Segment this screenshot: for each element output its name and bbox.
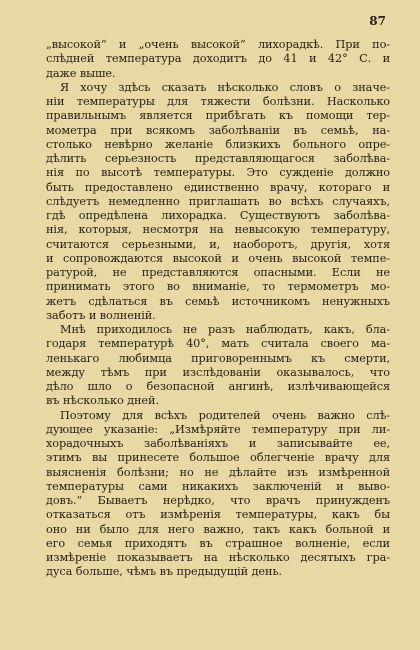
paragraph	[46, 38, 390, 81]
text-line: считаются серьезными, и, наоборотъ, другія, хотя	[46, 237, 390, 251]
text-line: ленькаго любимца приговореннымъ къ смерти,	[46, 351, 390, 365]
text-line: Мнѣ приходилось не разъ наблюдать, какъ, бла-	[60, 323, 390, 336]
page-number: 87	[369, 14, 386, 28]
text-line: правильнымъ является прибѣгать къ помощи тер-	[46, 109, 390, 123]
text-line: отказаться отъ измѣренія температуры, какъ бы	[46, 508, 390, 522]
paragraph	[46, 81, 390, 323]
text-line: Я хочу здѣсь сказать нѣсколько словъ о значе-	[60, 80, 390, 94]
text-line: между тѣмъ при изслѣдованіи оказывалось, что	[46, 365, 390, 379]
text-line: измѣреніе показываетъ на нѣсколько десятыхъ гра-	[46, 551, 390, 564]
text-line: довъ.“ Бываетъ нерѣдко, что врачъ принужденъ	[46, 494, 390, 507]
text-line: его семья приходятъ въ страшное волненіе, если	[46, 536, 390, 550]
text-line: столько невѣрно желаніе близкихъ больного опре-	[46, 137, 390, 151]
text-line: дуса больше, чѣмъ въ предыдущій день.	[46, 565, 282, 579]
text-line: мометра при всякомъ заболѣваніи въ семьѣ, на-	[46, 123, 390, 137]
text-line: даже выше.	[46, 66, 116, 80]
body-text	[46, 38, 390, 580]
text-line: ніи температуры для тяжести болѣзни. Насколько	[46, 95, 390, 108]
text-line: дѣло шло о безопасной ангинѣ, излѣчивающейся	[46, 380, 390, 393]
text-line: хорадочныхъ заболѣваніяхъ и записывайте ее,	[46, 437, 390, 450]
text-line: гдѣ опредѣлена лихорадка. Существуютъ заболѣва-	[46, 209, 390, 222]
text-line: слѣдней температура доходитъ до 41 и 42° С. и	[46, 52, 390, 66]
text-line: „высокой“ и „очень высокой“ лихорадкѣ. При по-	[46, 38, 390, 51]
text-line: въ нѣсколько дней.	[46, 394, 159, 408]
text-line: и сопровождаются высокой и очень высокой темпе-	[46, 251, 390, 265]
text-line: жетъ сдѣлаться въ семьѣ источникомъ ненужныхъ	[46, 294, 390, 308]
text-line: выясненія болѣзни; но не дѣлайте изъ измѣренной	[46, 465, 390, 479]
text-line: нія, которыя, несмотря на невысокую температуру,	[46, 223, 390, 237]
paragraph	[46, 323, 390, 409]
text-line: ратурой, не представляются опасными. Если не	[46, 266, 390, 279]
text-line: Поэтому для всѣхъ родителей очень важно слѣ-	[60, 408, 390, 422]
text-line: слѣдуетъ немедленно приглашать во всѣхъ случаяхъ,	[46, 194, 390, 208]
text-line: годаря температурѣ 40°, мать считала своего ма-	[46, 337, 390, 351]
paragraph	[46, 409, 390, 580]
text-line: нія по высотѣ температуры. Это сужденіе должно	[46, 166, 390, 180]
text-line: температуры сами никакихъ заключеній и выво-	[46, 479, 390, 493]
text-line: дующее указаніе: „Измѣряйте температуру при ли-	[46, 422, 390, 436]
text-line: дѣлить серьезность представляющагося заболѣва-	[46, 152, 390, 165]
text-line: принимать этого во вниманіе, то термометръ мо-	[46, 280, 390, 294]
text-line: оно ни было для него важно, такъ какъ больной и	[46, 522, 390, 536]
text-line: заботъ и волненій.	[46, 308, 156, 322]
text-line: этимъ вы принесете большое облегченіе врачу для	[46, 451, 390, 465]
text-line: быть предоставлено единственно врачу, котораго и	[46, 180, 390, 194]
